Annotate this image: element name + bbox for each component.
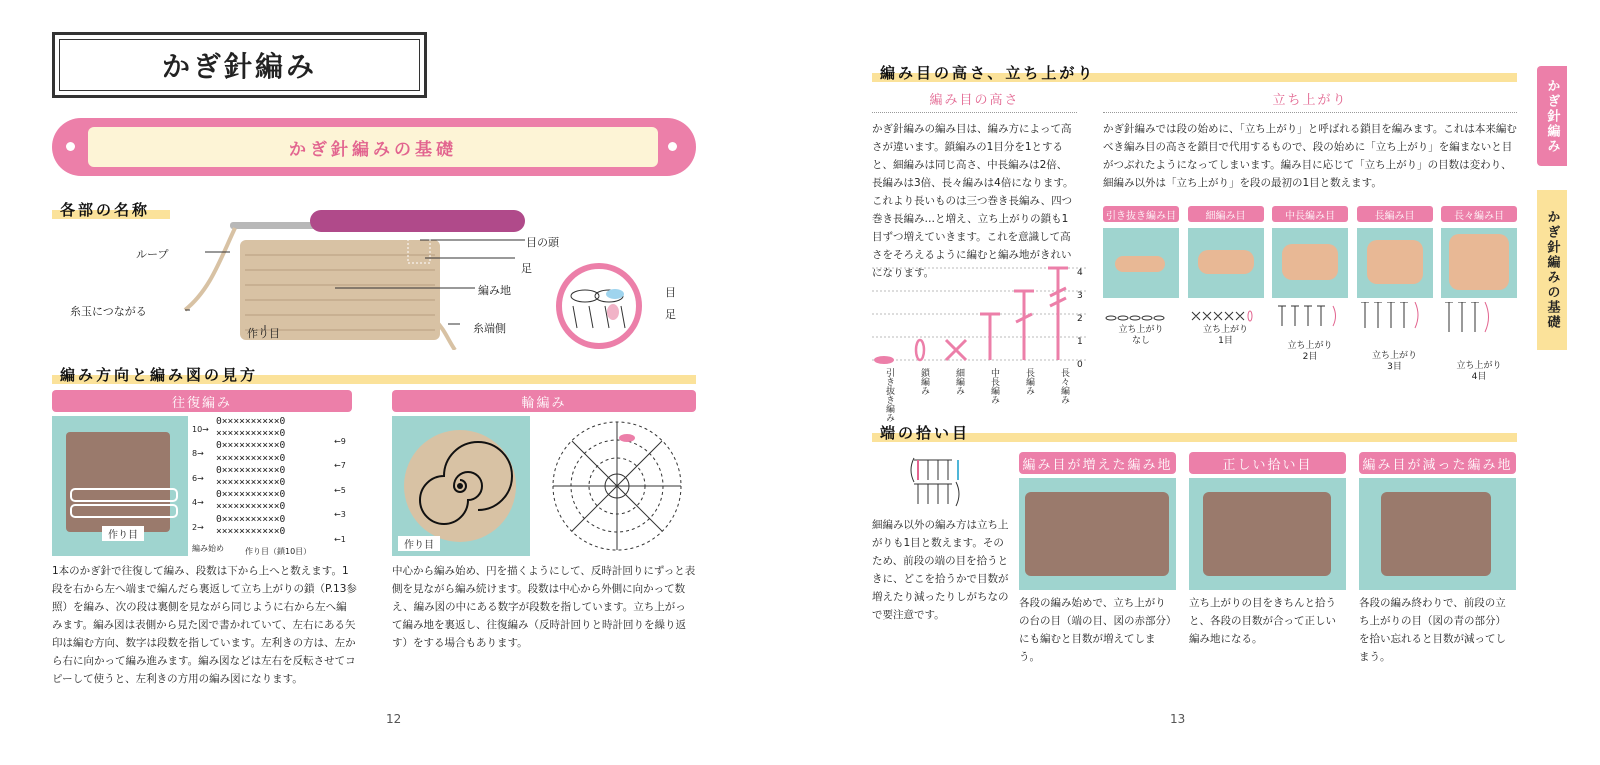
row-number: ←3 [334,510,346,520]
chart-row: ×××××××××××0 [216,477,286,489]
flat-arrow-path-2 [70,504,178,518]
row-number: ←9 [334,437,346,446]
label-head: 目の頭 [526,236,559,249]
stitch-name: 長々編み [1059,368,1069,404]
chart-row: ×××××××××××0 [216,501,286,513]
chapter-title: かぎ針編み [161,50,317,83]
row-number: 8→ [192,449,204,459]
chart-foundation-label: 作り目（鎖10目） [245,547,312,556]
row-number: 2→ [192,522,204,532]
round-photo-label: 作り目 [398,536,440,551]
stitch-name: 細編み [954,368,964,395]
edge-diagram [910,452,970,510]
edge-caption-increased: 各段の編み始めで、立ち上がりの台の目（端の目、図の赤部分）にも編むと目数が増えてしまう。 [1019,597,1172,663]
rise-symbols-single [1192,311,1252,321]
rise-symbols-hdc [1278,306,1336,326]
chart-row: ×××××××××××0 [216,452,286,464]
page-number-right: 13 [1170,712,1186,726]
banner-dot-right [668,142,677,151]
hook-handle [310,210,525,232]
edge-swatch [1025,492,1169,576]
flat-text: 1本のかぎ針で往復して編み、段数は下から上へと数えます。1段を右から左へ端まで編んだら裏返して立ち上がりの鎖（P.13参照）を編み、次の段は裏側を見ながら同じように右から左へ編みます。編み図は表側から見た図で書かれていて、左右にある矢印は編む方向、数字は段数を指しています。左利きの方は、左から右に向かって編み進みます。編み図などは左右を反転させてコピーして使うと、左利きの方用の編み図になります。 [52,565,357,685]
chart-row: 0××××××××××0 [216,513,286,525]
scale-tick: 2 [1077,314,1083,324]
chart-row: 0××××××××××0 [216,464,286,476]
double-crochet-symbol [1014,291,1034,360]
edge-photo-correct [1189,478,1346,590]
rise-text: かぎ針編みでは段の始めに、「立ち上がり」と呼ばれる鎖目を編みます。これは本来編むべき編み目の高さを鎖目で代用するもので、段の始めに「立ち上がり」を編まないと目がつぶれたようになってしまいます。編み目に応じて「立ち上がり」の目数は変わり、細編み以外は「立ち上がり」を段の最初の1目と数えます。 [1103,123,1517,189]
chart-row: 0××××××××××0 [216,489,286,501]
flat-chart [196,416,356,546]
round-chart [542,416,692,556]
scale-tick: 1 [1077,337,1083,347]
chart-row: 0××××××××××0 [216,440,286,452]
round-swatch [392,416,530,556]
label-yarn-ball: 糸玉につながる [70,305,147,318]
flat-chart-left-numbers [192,418,209,540]
row-number: ←5 [334,485,346,495]
rise-subheading: 立ち上がり [1103,89,1517,113]
stitch-name: 鎖編み [919,368,929,395]
edge-caption-correct: 立ち上がりの目をきちんと拾うと、各段の目数が合って正しい編み地になる。 [1189,597,1336,645]
tab-flat: 往復編み [52,390,352,412]
slip-stitch-symbol [874,356,894,364]
chart-start-label: 編み始め [192,544,224,553]
height-heading: 編み目の高さ、立ち上がり [880,64,1096,82]
height-scale-chart [872,262,1102,372]
round-photo [392,416,530,556]
edge-caption-decreased: 各段の編み終わりで、前段の立ち上がりの目（図の青の部分）を拾い忘れると目数が減ってしまう。 [1359,597,1506,663]
height-scale-numbers [1077,262,1083,377]
parts-heading: 各部の名称 [60,201,151,219]
stitch-detail-circle [555,262,645,352]
row-number: 4→ [192,498,204,508]
chain-symbol [916,340,924,360]
rise-photo [1441,228,1517,298]
stitch-name: 長編み [1024,368,1034,395]
edge-swatch [1381,492,1491,576]
rise-tab: 長編み目 [1357,206,1433,222]
rise-symbols-slip [1106,316,1164,320]
label-leg: 足 [521,262,532,275]
rise-tab: 細編み目 [1188,206,1264,222]
rise-photo [1272,228,1348,298]
label-foundation: 作り目 [247,327,280,340]
height-subheading: 編み目の高さ [872,89,1077,113]
side-tab-chapter[interactable]: かぎ針編み [1537,66,1567,166]
height-text: かぎ針編みの編み目は、編み方によって高さが違います。鎖編みの1目分を1とすると、細編みは同じ高さ、中長編みは2倍、長編みは3倍、長々編みは4倍になります。これより長いものは三つ巻き長編み、四つ巻き長編み…と増え、立ち上がりの鎖も1目ずつ増えていきます。これを意識して高さをそろえるように編むと編み地がきれいになります。 [872,123,1074,279]
stitch-name: 中長編み [989,368,999,404]
row-number: 10→ [192,425,209,434]
right-page [800,0,1600,765]
chart-row: 0××××××××××0 [216,416,286,427]
direction-heading: 編み方向と編み図の見方 [60,366,259,384]
edge-text: 細編み以外の編み方は立ち上がりも1目と数えます。そのため、前段の端の目を拾うときに、どこを拾うかで目数が増えたり減ったりしがちなので要注意です。 [872,519,1009,621]
rise-label: 立ち上がり 3目 [1371,351,1417,372]
label-loop: ループ [136,248,169,261]
hook-swatch-illustration [130,200,530,350]
rise-photos [1103,228,1517,298]
flat-photo-label: 作り目 [102,526,144,541]
chart-row: ×××××××××××0 [216,525,286,537]
rise-label: 立ち上がり 4目 [1456,361,1502,382]
tab-round: 輪編み [392,390,696,412]
edge-heading: 端の拾い目 [880,424,971,442]
rise-label: 立ち上がり 2目 [1287,341,1333,362]
rise-label-row [1103,325,1517,383]
label-tail: 糸端側 [473,322,506,335]
round-text: 中心から編み始め、円を描くようにして、反時計回りにずっと表側を見ながら編み続けます。段数は中心から外側に向かって数え、編み図の中にある数字が段数を指しています。立ち上がって編み地を裏返し、往復編み（反時計回りと時計回りを繰り返す）をする場合もあります。 [392,565,696,649]
scale-tick: 3 [1077,291,1083,301]
scale-tick: 4 [1077,268,1083,278]
chart-row: ×××××××××××0 [216,428,286,440]
edge-swatch [1203,492,1331,576]
yarn-strand [185,228,235,310]
flat-photo [52,416,188,556]
chapter-title-box [52,32,427,98]
edge-photo-decreased [1359,478,1516,590]
rise-label: 立ち上がり なし [1118,325,1164,346]
rise-label: 立ち上がり 1目 [1202,325,1248,346]
flat-chart-right-numbers [334,430,346,552]
label-stitch: 目 [665,286,676,299]
stitch-name: 引き抜き編み [884,368,894,422]
rise-tab: 引き抜き編み目 [1103,206,1179,222]
edge-photo-increased [1019,478,1176,590]
row-number: 6→ [192,473,204,483]
edge-tab-increased: 編み目が増えた編み地 [1019,452,1176,474]
rise-photo [1357,228,1433,298]
page-number-left: 12 [386,712,402,726]
section-banner-title: かぎ針編みの基礎 [88,127,658,167]
rise-photo [1188,228,1264,298]
label-fabric: 編み地 [478,284,511,297]
stitch-name-row [872,368,1082,422]
single-crochet-symbol [946,340,966,360]
flat-arrow-path [70,488,178,502]
rise-tab: 中長編み目 [1272,206,1348,222]
label-leg-detail: 足 [665,308,676,321]
side-tab-section[interactable]: かぎ針編みの基礎 [1537,190,1567,350]
scale-tick: 0 [1077,360,1083,370]
banner-dot-left [66,142,75,151]
rise-tabs [1103,206,1517,222]
row-number: ←1 [334,534,346,544]
edge-tab-correct: 正しい拾い目 [1189,452,1346,474]
edge-tab-decreased: 編み目が減った編み地 [1359,452,1516,474]
rise-tab: 長々編み目 [1441,206,1517,222]
row-number: ←7 [334,461,346,471]
rise-photo [1103,228,1179,298]
